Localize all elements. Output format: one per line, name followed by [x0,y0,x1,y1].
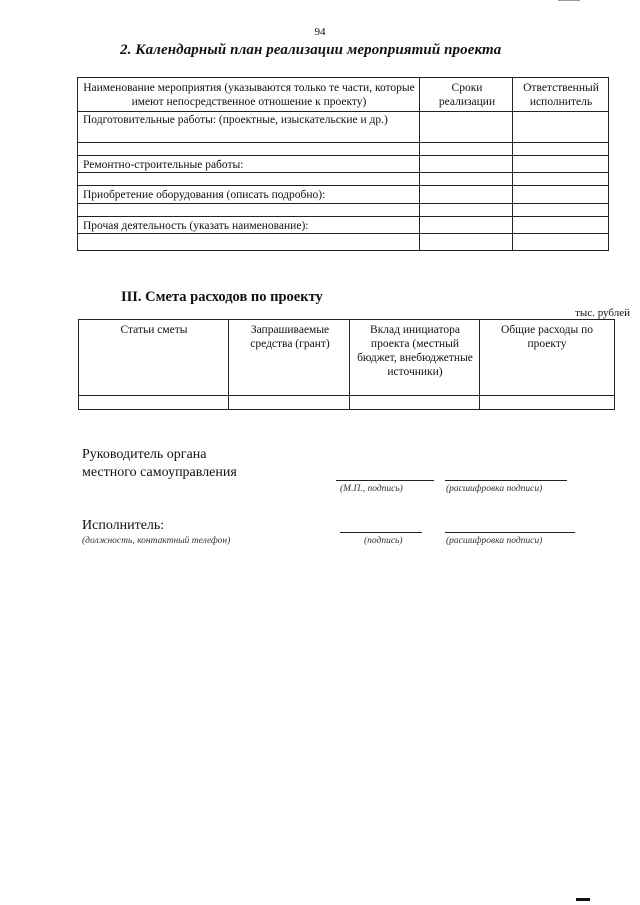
executor-name-line [445,532,575,533]
head-of-authority-line2: местного самоуправления [82,465,237,480]
head-signature-line [336,480,434,481]
executor-label: Исполнитель: [82,518,165,533]
header-total-expenses: Общие расходы по проекту [500,324,594,350]
header-responsible: Ответственный исполнитель [523,82,599,108]
head-caption-signature: (М.П., подпись) [340,484,403,494]
header-deadline: Сроки реализации [438,82,496,108]
calendar-plan-table [77,77,609,251]
row-other-activity: Прочая деятельность (указать наименование): [83,220,309,232]
budget-estimate-table [78,319,615,410]
header-budget-items: Статьи сметы [120,324,188,336]
scan-mark-top [558,0,580,1]
head-name-line [445,480,567,481]
executor-caption-signature: (подпись) [364,536,403,546]
row-repair-construction: Ремонтно-строительные работы: [83,159,244,171]
header-requested-grant: Запрашиваемые средства (грант) [250,324,330,350]
currency-unit: тыс. рублей [575,307,630,319]
head-of-authority-line1: Руководитель органа [82,447,207,462]
page-number: 94 [314,26,326,38]
section3-title: III. Смета расходов по проекту [121,289,323,305]
executor-caption-name: (расшифровка подписи) [446,536,543,546]
header-initiator-contribution: Вклад инициатора проекта (местный бюджет, внебюджетные источники) [357,324,473,378]
section2-title: 2. Календарный план реализации мероприятий проекта [120,42,502,58]
row-preparatory-works: Подготовительные работы: (проектные, изыскательские и др.) [83,114,388,126]
row-equipment-purchase: Приобретение оборудования (описать подробно): [83,189,326,201]
executor-signature-line [340,532,422,533]
executor-caption-position: (должность, контактный телефон) [82,536,231,546]
head-caption-name: (расшифровка подписи) [446,484,543,494]
scan-mark-bottom [576,898,590,901]
header-activity: Наименование мероприятия (указываются только те части, которые имеют непосредственное отношение к проекту) [83,82,415,108]
